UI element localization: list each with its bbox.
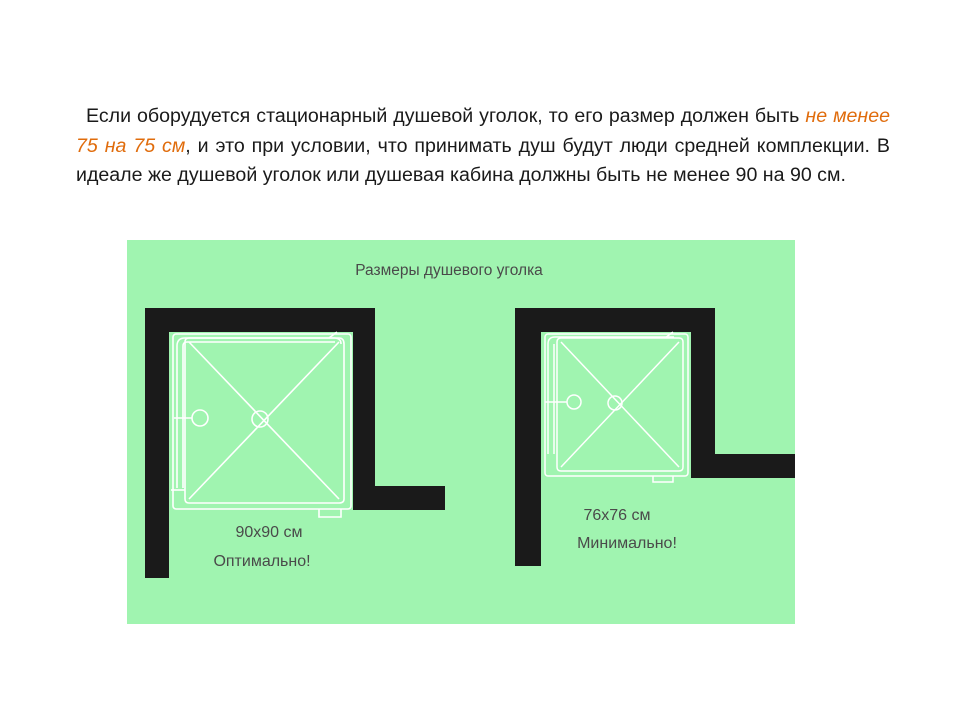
paragraph-text-start: Если оборудуется стационарный душевой уголок, то его размер должен быть xyxy=(86,105,806,127)
shower-size-diagram xyxy=(127,240,795,624)
left-status-label: Оптимально! xyxy=(213,553,311,570)
paragraph-highlight: не менее 75 на 75 см xyxy=(76,105,891,157)
paragraph-text-end: , и это при условии, что принимать душ будут люди средней комплекции. В идеале же душевой уголок или душевая кабина должны быть не менее 90 на 90 см. xyxy=(76,134,890,186)
left-size-label: 90x90 см xyxy=(235,524,303,541)
diagram-svg xyxy=(127,240,795,624)
right-size-label: 76x76 см xyxy=(583,507,651,524)
right-status-label: Минимально! xyxy=(577,535,677,552)
slide-paragraph xyxy=(76,102,890,191)
diagram-title: Размеры душевого уголка xyxy=(355,262,543,279)
